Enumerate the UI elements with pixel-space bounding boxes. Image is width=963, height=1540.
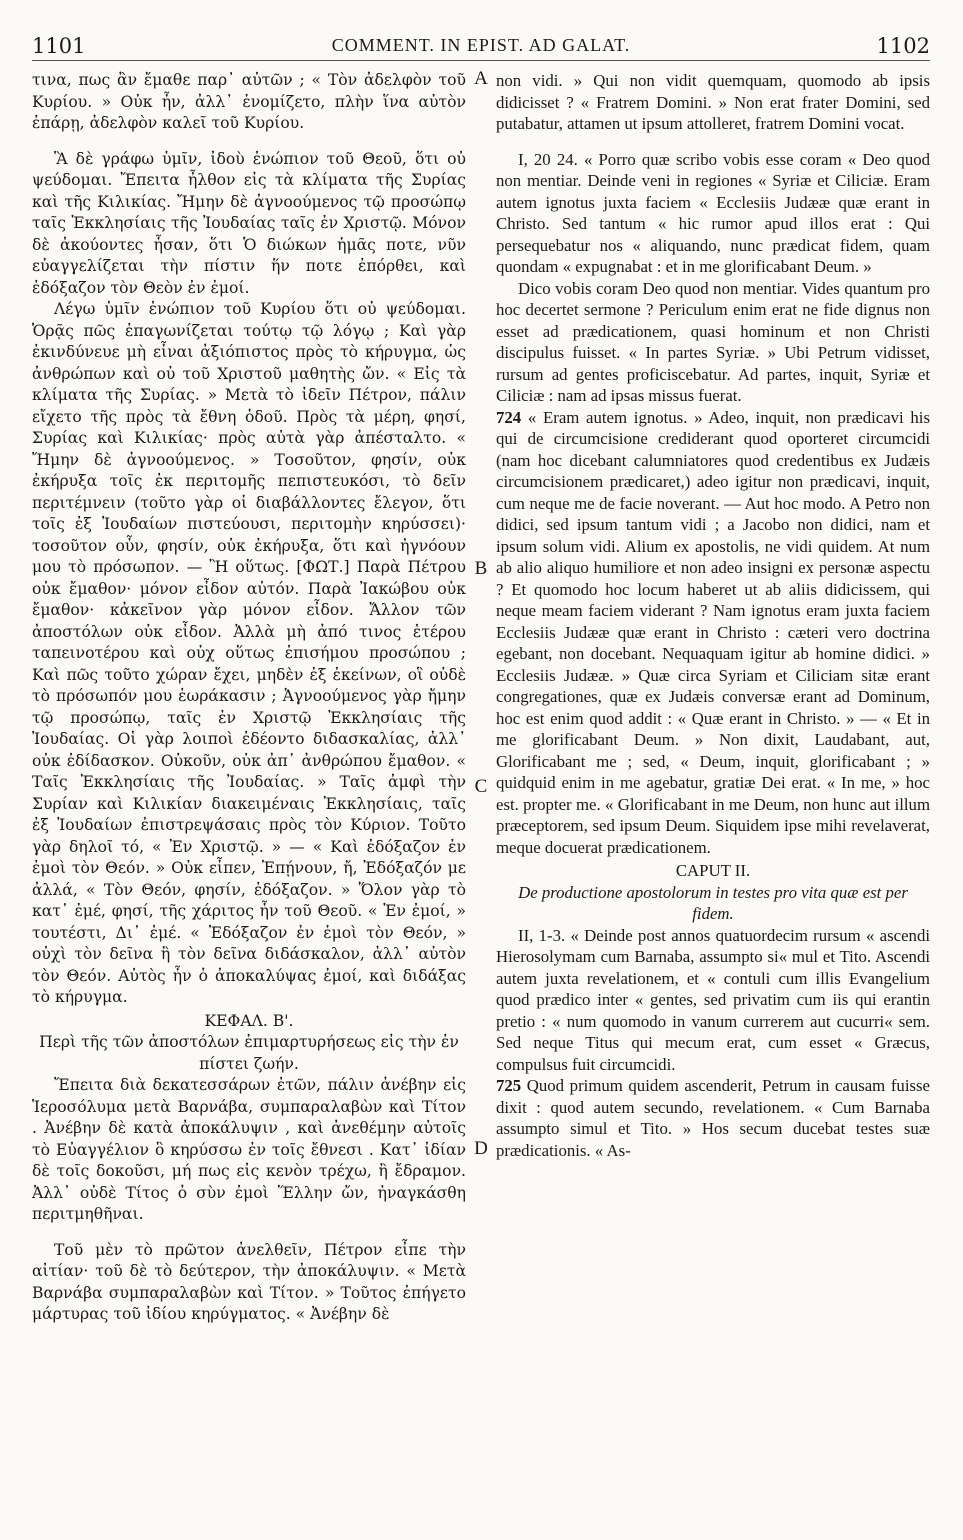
page-header [32,30,930,61]
page-number-right: 1102 [876,34,930,58]
margin-marker-a: A [474,68,488,89]
greek-paragraph-2: Ἃ δὲ γράφω ὑμῖν, ἰδοὺ ἐνώπιον τοῦ Θεοῦ, ὅτι οὐ ψεύδομαι. Ἔπειτα ἦλθον εἰς τὰ κλίματα τῆς Συρίας καὶ τῆς Κιλικίας. Ἤμην δὲ ἀγνοούμενος τῷ προσώπῳ ταῖς Ἐκκλησίαις τῆς Ἰουδαίας ταῖς ἐν Χριστῷ. Μόνον δὲ ἀκούοντες ἦσαν, ὅτι Ὁ διώκων ἡμᾶς ποτε, νῦν εὐαγγελίζεται τὴν πίστιν ἥν ποτε ἐπόρθει, καὶ ἐδόξαζον τὸν Θεὸν ἐν ἐμοί. [32,149,466,297]
column-number-724: 724 [496,407,522,427]
running-title: COMMENT. IN EPIST. AD GALAT. [331,35,631,55]
latin-paragraph-4-text: « Eram autem ignotus. » Adeo, inquit, non prædicavi his qui de circumcisione crediderant quod oporteret circumcidi (nam hoc dicebant calumniatores quod credentibus ex Judæis circumcisionem prædicaret,) adeo igitur non prædicavi, inquit, cum neque me de facie noverant. — Aut hoc modo. A Petro non didici, sed ipsum tantum vidi ; a Jacobo non didici, nam et ipsum solum vidi. Alium ex apostolis, ne vidi quidem. At num ab alio aliquo humiliore et non adeo insigni ex personæ aspectu ? Et quomodo hoc locum haberet ut ab aliis didicissem, qui neque meam faciem viderant ? Nam ignotus eram juxta faciem Ecclesiis Judææ quæ erant in Christo : cæteri vero doctrina egebant, non docebant. Nequaquam igitur ab homine didici. » Ecclesiis Judææ. » Quæ circa Syriam et Ciliciam sitæ erant congregationes, quæ ex Judæis conversæ erant ad Dominum, hoc est enim quod addit : « Quæ erant in Christo. » — « Et in me glorificabant Deum. » Non dixit, Laudabant, aut, Glorificabant me ; sed, « Deum, inquit, glorificabant ; » quidquid enim in me agebatur, gratiæ Dei erat. « In me, » hoc est. propter me. « Glorificabant in me Deum, non hunc aut illum præceptorem, sed ipsum Deum. Siquidem ipse mihi revelaverat, meque docuerat prædicationem. [496,407,930,857]
latin-chapter-title: De productione apostolorum in testes pro vita quæ est per fidem. [518,882,908,923]
latin-paragraph-3: Dico vobis coram Deo quod non mentiar. Vides quantum pro hoc decertet sermone ? Periculum enim erat ne fide dignus non esset ad prædicationem, quasi hominum et non Christi discipulus fuisset. « In partes Syriæ. » Ubi Petrum vidisset, rursum ad gentes proficiscebatur. Ad partes, inquit, Syriæ et Ciliciæ : nam ad ipsas missus fuerat. [496,278,930,405]
latin-paragraph-5: II, 1-3. « Deinde post annos quatuordecim rursum « ascendi Hierosolymam cum Barnaba, assumpto si« mul et Tito. Ascendi autem juxta revelationem, et « contuli cum illis Evangelium quod prædico inter « gentes, sed privatim cum iis qui erantin pretio : « num quomodo in vanum currerem aut cucurri« sem. Sed neque Titus qui mecum erat, cum esset « Græcus, compulsus fuit circumcidi. [496,925,930,1074]
margin-marker-c: C [474,776,488,797]
latin-column [496,70,930,1520]
margin-marker-b: B [474,558,488,579]
greek-paragraph-5: Τοῦ μὲν τὸ πρῶτον ἀνελθεῖν, Πέτρον εἶπε τὴν αἰτίαν· τοῦ δὲ τὸ δεύτερον, τὴν ἀποκάλυψιν. « Μετὰ Βαρνάβα συμπαραλαβὼν καὶ Τίτον. » Τοῦτος ἐπήγετο μάρτυρας τοῦ ἰδίου κηρύγματος. « Ἀνέβην δὲ [32,1240,466,1323]
latin-paragraph-2: I, 20 24. « Porro quæ scribo vobis esse coram « Deo quod non mentiar. Deinde veni in regiones « Syriæ et Ciliciæ. Eram autem ignotus juxta faciem « Ecclesiis Judææ quæ erant in Christo. Sed tantum « hic rumor apud illos erat : Qui persequebatur nos « aliquando, nunc prædicat fidem, quam quondam « expugnabat : et in me glorificabant Deum. » [496,149,930,276]
column-number-725: 725 [496,1076,522,1095]
latin-paragraph-6-text: Quod primum quidem ascenderit, Petrum in causam fuisse dixit : quod autem secundo, revelationem. « Cum Barnaba assumpto simul et Tito. » Hos secum ducebat testes suæ prædicationis. « As- [496,1076,930,1160]
greek-paragraph-4: Ἔπειτα διὰ δεκατεσσάρων ἐτῶν, πάλιν ἀνέβην εἰς Ἱεροσόλυμα μετὰ Βαρνάβα, συμπαραλαβὼν καὶ Τίτον . Ἀνέβην δὲ κατὰ ἀποκάλυψιν , καὶ ἀνεθέμην αὐτοῖς τὸ Εὐαγγέλιον ὃ κηρύσσω ἐν τοῖς ἔθνεσι . Κατ᾽ ἰδίαν δὲ τοῖς δοκοῦσι, μή πως εἰς κενὸν τρέχω, ἢ ἔδραμον. Ἀλλ᾽ οὐδὲ Τίτος ὁ σὺν ἐμοὶ Ἕλλην ὤν, ἠναγκάσθη περιτμηθῆναι. [32,1076,466,1223]
latin-paragraph-1: non vidi. » Qui non vidit quemquam, quomodo ab ipsis didicisset ? « Fratrem Domini. » Non erat frater Domini, sed putabatur, attamen ut ipsum attolleret, fratrem Domini vocat. [496,71,930,133]
latin-chapter-heading: CAPUT II. [675,861,751,880]
greek-paragraph-1: τινα, πως ἂν ἔμαθε παρ᾽ αὐτῶν ; « Τὸν ἀδελφὸν τοῦ Κυρίου. » Οὐκ ἦν, ἀλλ᾽ ἐνομίζετο, πλὴν ἵνα αὐτὸν ἐπάρῃ, ἀδελφὸν καλεῖ τοῦ Κυρίου. [32,71,466,132]
margin-marker-d: D [474,1138,488,1159]
greek-chapter-title: Περὶ τῆς τῶν ἀποστόλων ἐπιμαρτυρήσεως εἰς τὴν ἐν πίστει ζωήν. [39,1033,459,1073]
greek-chapter-heading: ΚΕΦΑΛ. Β'. [204,1011,294,1030]
latin-paragraph-6 [496,1075,930,1161]
latin-paragraph-4 [496,407,930,859]
greek-paragraph-3: Λέγω ὑμῖν ἐνώπιον τοῦ Κυρίου ὅτι οὐ ψεύδομαι. Ὁρᾷς πῶς ἐπαγωνίζεται τούτῳ τῷ λόγῳ ; Καὶ γὰρ ἐκινδύνευε μὴ εἶναι ἀξιόπιστος πρὸς τὸ κήρυγμα, ὡς ἀνθρώπων καὶ οὐ τοῦ Χριστοῦ μαθητὴς ὤν. « Εἰς τὰ κλίματα τῆς Συρίας. » Μετὰ τὸ ἰδεῖν Πέτρον, πάλιν εἴχετο τῆς πρὸς τὰ ἔθνη ὁδοῦ. Πρὸς τὰ μέρη, φησί, Συρίας καὶ Κιλικίας· πρὸς αὐτὰ γὰρ ἀπέσταλτο. « Ἤμην δὲ ἀγνοούμενος. » Τοσοῦτον, φησίν, οὐκ ἐκήρυξα τοῖς ἐκ περιτομῆς πεπιστευκόσι, τὸ δεῖν περιτέμνειν (τοῦτο γὰρ οἱ διαβάλλοντες ἔλεγον, ὅτι τοῖς ἐξ Ἰουδαίων πιστεύουσι, περιτομὴν κηρύσσει)· τοσοῦτον οὖν, φησίν, οὐκ ἐκήρυξα, ὅτι καὶ ἠγνόουν μου τὸ πρόσωπον. — Ἢ οὕτως. [ΦΩΤ.] Παρὰ Πέτρου οὐκ ἔμαθον· μόνον εἶδον αὐτόν. Παρὰ Ἰακώβου οὐκ ἔμαθον· κἀκεῖνον γὰρ μόνον εἶδον. Ἄλλον τῶν ἀποστόλων οὐκ εἶδον. Ἀλλὰ μὴ ἀπό τινος ἑτέρου ταπεινοτέρου καὶ οὐχ οὕτως ἐπισήμου προσώπου ; Καὶ πῶς τοῦτο χώραν ἔχει, μηδὲν ἐξ ἐκείνων, οἳ οὐδὲ τὸ πρόσωπόν μου ἑωράκασιν ; Ἀγνοούμενος γὰρ ἤμην τῷ προσώπῳ, ταῖς ἐν Χριστῷ Ἐκκλησίαις τῆς Ἰουδαίας. Οἱ γὰρ λοιποὶ ἐδέοντο διδασκαλίας, ἀλλ᾽ οὐκ ἐδίδασκον. Οὐκοῦν, οὐκ ἀπ᾽ ἀνθρώπου ἔμαθον. « Ταῖς Ἐκκλησίαις τῆς Ἰουδαίας. » Ταῖς ἀμφὶ τὴν Συρίαν καὶ Κιλικίαν διακειμέναις Ἐκκλησίαις, ταῖς ἐξ Ἰουδαίων ἐπιστρεψάσαις πρὸς τὸν Κύριον. Τοῦτο γὰρ δηλοῖ τό, « Ἐν Χριστῷ. » — « Καὶ ἐδόξαζον ἐν ἐμοὶ τὸν Θεόν. » Οὐκ εἶπεν, Ἐπῄνουν, ἤ, Ἐδόξαζόν με ἀλλά, « Τὸν Θεόν, φησίν, ἐδόξαζον. » Ὅλον γὰρ τὸ κατ᾽ ἐμέ, φησί, τῆς χάριτος ἦν τοῦ Θεοῦ. « Ἐν ἐμοί, » τουτέστι, Δι᾽ ἐμέ. « Ἐδόξαζον ἐν ἐμοὶ τὸν Θεόν, » οὐχὶ τὸν δεῖνα ἢ τὸν δεῖνα διδάσκαλον, ἀλλ᾽ αὐτὸν τὸν Θεόν. Αὐτὸς ἦν ὁ ἀποκαλύψας ἐμοί, καὶ διδάξας τὸ κήρυγμα. [32,300,466,1006]
page-number-left: 1101 [32,34,86,58]
greek-column [32,70,466,1520]
